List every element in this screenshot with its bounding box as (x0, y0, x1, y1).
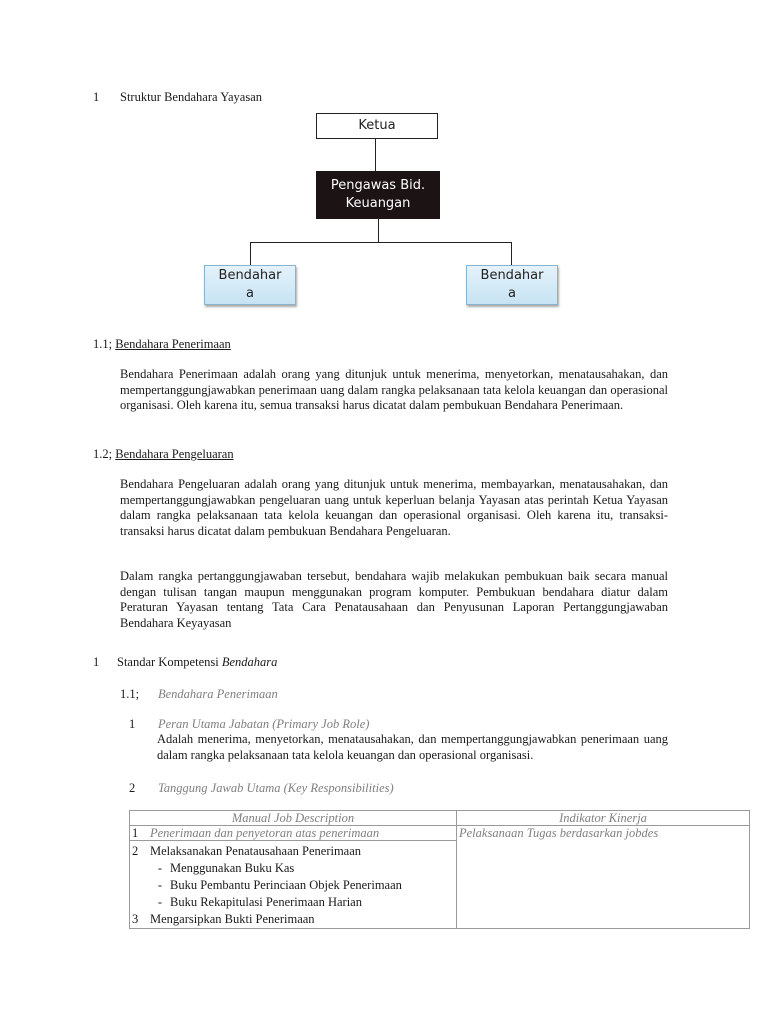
subsection-2-1-heading (120, 686, 278, 702)
duty-bullet (132, 860, 456, 877)
item-number: 2 (129, 781, 136, 795)
chart-label-pengawas-line2: Keuangan (345, 196, 411, 211)
item-title: Tanggung Jawab Utama (Key Responsibilities) (158, 781, 394, 795)
subsection-number: 1.2; (93, 447, 113, 461)
chart-label-bendahara-right-line1: Bendahar (480, 268, 544, 283)
chart-box-pengawas (316, 171, 440, 219)
section-title (117, 654, 277, 670)
item-number: 1 (129, 717, 136, 731)
connector-line (378, 219, 379, 242)
bullet-text: Buku Rekapitulasi Penerimaan Harian (170, 895, 362, 909)
table-header-row (130, 811, 750, 826)
subsection-1-1-heading (93, 336, 231, 352)
connector-line (511, 242, 512, 265)
paragraph-bendahara-pengeluaran: Bendahara Pengeluaran adalah orang yang ditunjuk untuk menerima, membayarkan, menatausahakan, dan mempertanggungjawabkan pengeluaran uang untuk keperluan belanja Yayasan atas perintah Ketua Yayasan dalam rangka pelaksanaan tata kelola keuangan dan operasional organisasi. Oleh karena itu, transaksi-transaksi harus dicatat dalam pembukuan Bendahara Pengeluaran. (120, 477, 668, 538)
subsection-title: Bendahara Penerimaan (158, 687, 278, 701)
duty-row (132, 826, 456, 840)
job-description-table (129, 810, 750, 929)
subsection-1-2-heading (93, 446, 234, 462)
duty-row (132, 843, 456, 860)
item-2-heading (129, 780, 394, 796)
duty-bullet (132, 894, 456, 911)
section-2-heading (93, 654, 278, 670)
chart-label-pengawas-line1: Pengawas Bid. (330, 178, 426, 193)
connector-line (250, 242, 251, 265)
chart-box-bendahara-left (204, 265, 296, 305)
item-1-heading (129, 716, 370, 732)
item-1-text: Adalah menerima, menyetorkan, menatausahakan, dan mempertanggungjawabkan penerimaan uang dalam rangka pelaksanaan tata kelola keuangan dan operasional organisasi. (157, 732, 668, 762)
dash-icon: - (157, 895, 163, 909)
subsection-number: 1.1; (120, 687, 140, 701)
duty-number: 3 (132, 912, 139, 926)
subsection-title: Bendahara Penerimaan (115, 337, 231, 351)
section-title-italic: Bendahara (221, 655, 278, 669)
table-header-indikator-kinerja: Indikator Kinerja (457, 811, 750, 826)
duty-text: Penerimaan dan penyetoran atas penerimaan (150, 826, 380, 840)
section-number: 1 (93, 655, 100, 669)
duty-number: 1 (132, 826, 139, 840)
duty-bullet (132, 877, 456, 894)
bullet-text: Buku Pembantu Perinciaan Objek Penerimaan (170, 878, 402, 892)
table-cell-indikator: Pelaksanaan Tugas berdasarkan jobdes (457, 826, 750, 929)
dash-icon: - (157, 861, 163, 875)
section-title: Struktur Bendahara Yayasan (120, 90, 262, 104)
duty-text: Mengarsipkan Bukti Penerimaan (150, 912, 315, 926)
table-row (130, 826, 750, 929)
paragraph-bendahara-penerimaan: Bendahara Penerimaan adalah orang yang ditunjuk untuk menerima, menyetorkan, menatausahakan, dan mempertanggungjawabkan penerimaan uang dalam rangka pelaksanaan tata kelola keuangan dan operasional organisasi. Oleh karena itu, semua transaksi harus dicatat dalam pembukuan Bendahara Penerimaan. (120, 367, 668, 413)
chart-label-ketua: Ketua (358, 118, 396, 133)
chart-label-bendahara-right-line2: a (508, 286, 516, 301)
chart-box-bendahara-right (466, 265, 558, 305)
chart-box-ketua (316, 113, 438, 139)
connector-line (250, 242, 512, 243)
dash-icon: - (157, 878, 163, 892)
section-1-heading (93, 89, 262, 105)
subsection-number: 1.1; (93, 337, 113, 351)
section-title-prefix: Standar Kompetensi (117, 655, 222, 669)
duty-row (132, 911, 456, 928)
chart-label-bendahara-left-line2: a (246, 286, 254, 301)
bullet-text: Menggunakan Buku Kas (170, 861, 295, 875)
connector-line (375, 139, 376, 171)
paragraph-pertanggungjawaban: Dalam rangka pertanggungjawaban tersebut, bendahara wajib melakukan pembukuan baik secara manual dengan tulisan tangan maupun menggunakan program komputer. Pembukuan bendahara diatur dalam Peraturan Yayasan tentang Tata Cara Penatausahaan dan Penyusunan Laporan Pertanggungjawaban Bendahara Keyayasan (120, 569, 668, 630)
table-cell-duties (130, 826, 457, 929)
subsection-title: Bendahara Pengeluaran (115, 447, 234, 461)
item-title: Peran Utama Jabatan (Primary Job Role) (158, 717, 370, 731)
duty-text: Melaksanakan Penatausahaan Penerimaan (150, 844, 362, 858)
table-header-job-description: Manual Job Description (130, 811, 457, 826)
duty-number: 2 (132, 844, 139, 858)
chart-label-bendahara-left-line1: Bendahar (218, 268, 282, 283)
section-number: 1 (93, 90, 100, 104)
